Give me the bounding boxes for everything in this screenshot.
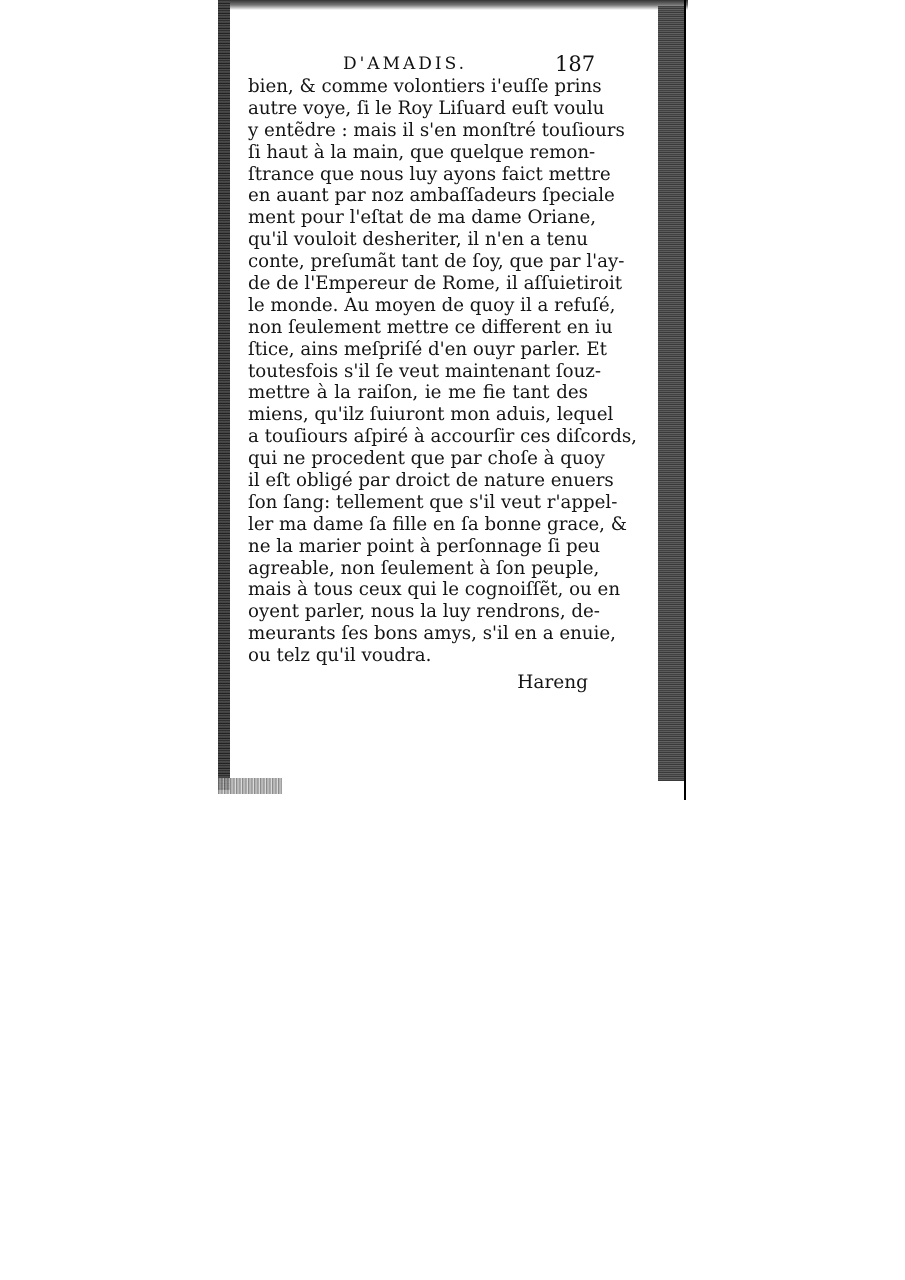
text-line: mettre à la raiſon, ie me fie tant des xyxy=(248,382,588,404)
text-line: oyent parler, nous la luy rendrons, de- xyxy=(248,601,600,623)
text-line: ler ma dame ſa fille en ſa bonne grace, & xyxy=(248,513,627,535)
text-line: le monde. Au moyen de quoy il a refuſé, xyxy=(248,294,616,316)
page-number: 187 xyxy=(555,52,596,76)
text-line: ſon ſang: tellement que s'il veut r'appel- xyxy=(248,491,618,513)
body-text xyxy=(248,76,643,667)
running-head xyxy=(248,52,643,78)
page-fore-edge xyxy=(658,6,686,781)
text-line: ſtrance que nous luy ayons faict mettre xyxy=(248,163,611,185)
page-top-edge xyxy=(218,0,688,10)
running-head-title: D'AMADIS. xyxy=(343,54,468,74)
text-line: ment pour l'eſtat de ma dame Oriane, xyxy=(248,207,597,229)
text-line: il eſt obligé par droict de nature enuers xyxy=(248,470,614,492)
text-line: meurants ſes bons amys, s'il en a enuie, xyxy=(248,623,616,645)
text-line: a touſiours aſpiré à accourſir ces diſcords, xyxy=(248,426,637,448)
text-line: ne la marier point à perſonnage ſi peu xyxy=(248,535,601,557)
text-line: ſtice, ains meſpriſé d'en ouyr parler. Et xyxy=(248,338,607,360)
text-line: toutesfois s'il ſe veut maintenant ſouz- xyxy=(248,360,602,382)
text-line: non ſeulement mettre ce different en iu xyxy=(248,316,613,338)
page-border-line xyxy=(684,0,686,800)
text-line: ou telz qu'il voudra. xyxy=(248,645,432,667)
text-line: conte, preſumãt tant de ſoy, que par l'ay- xyxy=(248,251,625,273)
text-line: en auant par noz ambaſſadeurs ſpeciale xyxy=(248,185,615,207)
text-line: agreable, non ſeulement à ſon peuple, xyxy=(248,557,600,579)
text-line: qui ne procedent que par choſe à quoy xyxy=(248,448,605,470)
text-line: bien, & comme volontiers i'euſſe prins xyxy=(248,76,602,97)
text-block xyxy=(248,52,643,695)
text-line: de de l'Empereur de Rome, il aſſuietiroit xyxy=(248,273,623,295)
text-line: ſi haut à la main, que quelque remon- xyxy=(248,141,596,163)
text-line: y entẽdre : mais il s'en monſtré touſiours xyxy=(248,119,625,141)
scan-artifact xyxy=(218,778,282,794)
scanned-page xyxy=(218,0,688,800)
catchword: Hareng xyxy=(517,672,588,694)
text-line: miens, qu'ilz ſuiuront mon aduis, lequel xyxy=(248,404,614,426)
text-line: mais à tous ceux qui le cognoiſſẽt, ou en xyxy=(248,579,621,601)
text-line: autre voye, ſi le Roy Liſuard euſt voulu xyxy=(248,97,605,119)
text-line: qu'il vouloit desheriter, il n'en a tenu xyxy=(248,229,588,251)
page-gutter-edge xyxy=(218,0,230,790)
